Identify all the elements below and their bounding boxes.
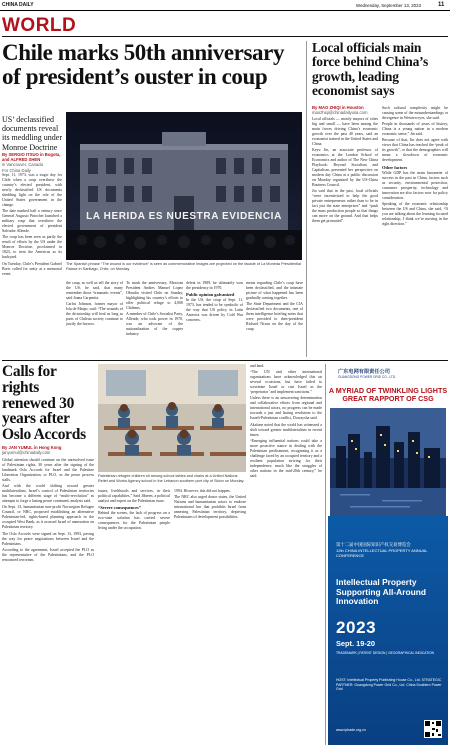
chile-byline-credit: For China Daily	[2, 167, 31, 173]
ad-brand-subtitle: GUANGDONG POWER GRID CO., LTD.	[338, 375, 397, 379]
economy-subhead: Other factors	[382, 164, 408, 170]
paragraph: The State Department and the CIA declassified two documents, one of them intelligence briefing notes that were provided to then-president Richard Nixon on the day of the coup.	[246, 302, 303, 332]
ad-tagline: A MYRIAD OF TWINKLING LIGHTS GREAT RAPPORT OF CSG	[328, 386, 448, 404]
paragraph: “The UN and other international organizations have acknowledged this on several occasions, but have failed to scrutinize Israel or cast Israel as the ‘perpetrator’ and implement sanctions.”	[250, 370, 322, 395]
paragraph: Behind the scenes, the lack of progress on a two-state solution has carried severe consequences for the Palestinian people living under the occupation.	[98, 511, 170, 531]
column-divider-2	[325, 364, 326, 745]
chile-photo-caption: The Spanish phrase “The wound is our evidence” is seen as commemorative images are projected on the facade of La Moneda Presidential Palace in Santiago, Chile, on Monday.	[66, 262, 301, 271]
paragraph: The Oslo Accords were signed on Sept. 13, 1993, paving the way for peace negotiations between Israel and the Palestinians.	[2, 531, 94, 546]
paragraph: In the US, the coup of Sept. 11, 1973, has tended to be symbolic of the way that US policy in Latin America was driven by Cold War concerns.	[186, 298, 243, 323]
advertisement	[328, 364, 448, 745]
oslo-photo	[98, 364, 246, 472]
oslo-column-3	[174, 489, 246, 745]
ad-event-categories: TRADEMARK | PATENT DESIGN | GEOGRAPHICAL INDICATION	[336, 651, 435, 655]
ad-event-host: HOST: Intellectual Property Publishing House Co., Ltd. STRATEGIC PARTNER: Guangdong Power Grid Co., Ltd. China Southern Power Grid	[336, 678, 442, 692]
paragraph: Such cultural complexity might be causing some of the misunderstandings or divergence in Western eyes, she said.	[382, 106, 448, 120]
oslo-headline: Calls for rights renewed 30 years after Oslo Accords	[2, 363, 86, 444]
economy-byline	[312, 105, 378, 115]
paragraph: 1994. However, this did not happen.	[174, 489, 231, 493]
oslo-subhead: “Severe consequences”	[98, 505, 141, 511]
ad-event-chinese-name: 第十二届中国国际知识产权交易博览会	[336, 542, 411, 547]
photo-projected-text: LA HERIDA ES NUESTRA EVIDENCIA	[86, 211, 282, 222]
paragraph: On Sept. 13, humanitarian non-profit Norwegian Refugee Council, or NRC, proposed establishing an alternative Palestinian-led, rights-based planning approach in the occupied West Bank, as it accused Israel of annexation on Palestinian territory.	[2, 505, 94, 530]
economy-byline-author: By MAO ZHIQI in Houston	[312, 105, 364, 110]
masthead	[0, 0, 450, 11]
chile-deck: US’ declassified documents reveal its meddling under Monroe Doctrine	[2, 115, 62, 152]
oslo-column-2	[98, 489, 170, 745]
paragraph: ments regarding Chile’s coup have been declassified, and the intimate picture of what happened has been gradually coming together.	[246, 281, 303, 300]
economy-headline: Local officials main force behind China’s growth, leading economist says	[312, 40, 429, 99]
chile-column-4	[186, 281, 243, 357]
paragraph: Unless there is an unwavering determination and collaborative efforts from regional and international actors, no progress can be made towards a just and lasting resolution to the Israeli-Palestinian conflict, Dowaysha said.	[250, 396, 322, 421]
chile-column-3	[126, 281, 183, 357]
chile-subhead: Public opinion galvanized	[186, 292, 235, 298]
page-number: 11	[438, 1, 445, 8]
paragraph: Akalone noted that the world has witnessed a shift toward greater multilateralism in recent times.	[250, 422, 322, 437]
ad-event-website[interactable]: www.iptrade.org.cn	[336, 728, 366, 732]
column-divider	[306, 41, 307, 357]
paragraph: Carlos Johnson, former mayor of Isla de Maipo, said: “The wounds of the dictatorship will heal as long as parts of Chilean society continue to justify the horrors.	[66, 302, 123, 327]
section-rule-2	[2, 360, 448, 361]
oslo-byline	[2, 445, 94, 455]
issue-date: Wednesday, September 13, 2023	[356, 2, 422, 8]
paragraph: Speaking of the economic relationship between the US and China, she said, “If you are talking about the learning focused relationship, I think we’re moving in the right direction.”	[382, 201, 448, 226]
paragraph: On Tuesday, Chile’s President Gabriel Boric called for unity at a memorial event.	[2, 261, 62, 276]
ad-event-theme: Intellectual Property Supporting All-Around Innovation	[336, 577, 426, 607]
economy-byline-email: maozhiqi@chinadailyusa.com	[312, 110, 368, 116]
chile-byline-author-2: and ALFRED SHEN	[2, 157, 41, 163]
ad-event-panel	[328, 516, 448, 745]
ad-top-panel	[328, 364, 448, 516]
paragraph: Because of that, Jin does not agree with views that China has reached the “peak of its growth”, or that the demographics will mean a slowdown of economic development.	[382, 138, 448, 163]
chile-byline-location: in Vancouver, Canada	[2, 162, 43, 168]
oslo-column-4	[250, 364, 322, 745]
paragraph: Sept. 11, 1973, was a tragic day for Chile when a coup overthrew the country’s elected president, with newly declassified US documents shedding light on the role of the United States government in the change.	[2, 173, 62, 207]
chile-column-1	[2, 173, 62, 357]
paragraph: To mark the anniversary, Mexican President Andres Manuel Lopez Obrador visited Chile on Sunday, highlighting his country’s efforts to offer political refuge to 4,000 Chileans.	[126, 281, 183, 310]
paragraph: The date marked half a century since General Augusto Pinochet launched a military coup that overthrew the elected government of president Salvador Allende.	[2, 209, 62, 234]
la-moneda-facade-image	[66, 112, 302, 260]
chile-photo	[66, 112, 302, 260]
ad-event-date: Sept. 19-20	[336, 639, 376, 648]
oslo-column-1	[2, 458, 94, 745]
chile-column-5	[246, 281, 303, 357]
section-title: WORLD	[2, 15, 77, 36]
chile-byline	[2, 152, 62, 173]
paragraph: While GDP has the main barometer of success in the past in China, factors such as security, environmental protection, consumer prosperity, technology and innovation are also factors now for policy consideration.	[382, 170, 448, 200]
paragraph: “Emerging influential nations could take a more proactive stance in dealing with the Palestinian predicament, recognizing it as a challenge faced by an occupied territory and a resilient population striving for their independence, much like the struggles of other nations in the mid-20th century,” he said.	[250, 438, 322, 478]
paragraph: Global attention should continue on the unresolved issue of Palestinian rights, 30 years after the signing of the landmark Oslo Accords for Israel and the Palestine Liberation Organization, or PLO, as the peace process stalls.	[2, 458, 94, 482]
ad-brand-logo: 广东电网有限责任公司	[338, 369, 390, 375]
paragraph: According to the agreement, Israel accepted the PLO as the representative of the Palestinians, and the PLO renounced terrorism.	[2, 547, 94, 562]
paragraph: Local officials — mostly mayors of cities big and small — have been among the main forces driving China’s economic growth over the past 40 years, said an economist trained in the United States and China.	[312, 117, 378, 146]
qr-code-icon[interactable]	[424, 720, 442, 738]
paragraph: Keyu Jin, an associate professor of economics at the London School of Economics and author of The New China Playbook: Beyond Socialism and Capitalism, presented her perspective on modern day China at a public discussion on Monday organized by the US-China Business Council.	[312, 148, 378, 188]
oslo-byline-email: janyumul@chinadaily.com	[2, 450, 51, 456]
classroom-children-image	[98, 364, 246, 472]
paragraph: the coup, as well as tell the story of the US, he said, that many remember those “traumatic events”, said Joana Carpentia.	[66, 281, 123, 300]
paragraph: And with the world shifting toward greater multilateralism, Israel’s control of Palestinian territories has become a different stage of “multi-revolution” as attempts to forge a lasting peace continued, analysts said.	[2, 484, 94, 504]
chile-byline-author: By SERGIO ITSUO in Bogota,	[2, 152, 61, 157]
chile-headline: Chile marks 50th anniversary of president’s ouster in coup	[2, 40, 285, 89]
section-rule	[2, 36, 448, 37]
paragraph: The NRC also urged donor states, the United Nations and humanitarian actors to endorse international law that prohibits Israel from annexing Palestinian territory, depriving Palestinians of development possibilities.	[174, 495, 246, 520]
chile-column-2	[66, 281, 123, 357]
ad-event-year: 2023	[336, 618, 377, 637]
paragraph: A member of Chile’s Socialist Party, Allende, who took power in 1970, was an advocate of the nationalization of the copper industry.	[126, 312, 183, 337]
ad-event-english-name: 12th CHINA INTELLECTUAL PROPERTY ANNUAL CONFERENCE	[336, 548, 428, 558]
newspaper-logo: CHINA DAILY	[2, 2, 34, 8]
oslo-photo-caption: Palestinian refugee children sit among school tables and chairs at a United Nations Relief and Works Agency school in the Lebanon southern port city of Sidon on Monday.	[98, 474, 245, 483]
paragraph: defeat in 1989, he ultimately won the presidency in 1970.	[186, 281, 243, 290]
paragraph: and land.	[250, 364, 265, 368]
paragraph: Jin said that in the past, local officials “were incentivized to help the good private entrepreneurs rather than to be in fact just the state enterprises” and “push the mass production people so that things can move on the ground. And that helps them get promoted”.	[312, 189, 378, 224]
ad-city-night-image	[330, 408, 446, 516]
economy-column-2	[382, 106, 448, 357]
economy-column-1	[312, 117, 378, 357]
paragraph: The coup has been seen as partly the result of efforts by the US under the Monroe Doctrine, proclaimed in 1823, to treat the Americas as its backyard.	[2, 235, 62, 260]
oslo-byline-author: By JAN YUMUL in Hong Kong	[2, 445, 62, 450]
paragraph: People in thousands of years of history, China is a young nation in a modern economic sense,” Jin said.	[382, 122, 448, 137]
paragraph: issues, livelihoods and services, in their political capabilities,” Said Jibreen, a political analyst and expert on the Palestinian issue.	[98, 489, 170, 503]
